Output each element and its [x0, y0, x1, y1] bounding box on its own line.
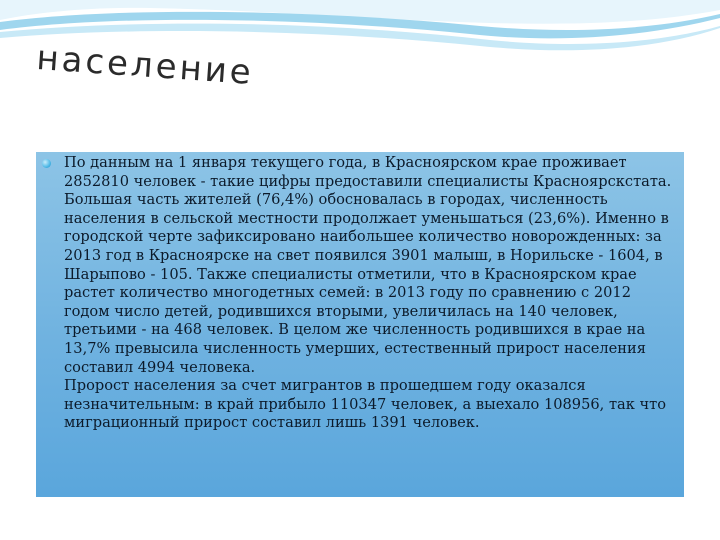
- slide-title: население: [35, 38, 256, 94]
- slide-body-text: По данным на 1 января текущего года, в Красноярском крае проживает 2852810 человек - такие цифры предоставили специалисты Красноярскстата. Большая часть жителей (76,4%) обосновалась в городах, численность населения в сельской местности продолжает уменьшаться (23,6%). Именно в городской черте зафиксировано наибольшее количество новорожденных: за 2013 год в Красноярске на свет появился 3901 малыш, в Норильске - 1604, в Шарыпово - 105. Также специалисты отметили, что в Красноярском крае растет количество многодетных семей: в 2013 году по сравнению с 2012 годом число детей, родившихся вторыми, увеличилась на 140 человек, третьими - на 468 человек. В целом же численность родившихся в крае на 13,7% превысила численность умерших, естественный прирост населения составил 4994 человека. Пророст населения за счет мигрантов в прошедшем году оказался незначительным: в край прибыло 110347 человек, а выехало 108956, так что миграционный прирост составил лишь 1391 человек.: [64, 154, 672, 432]
- bullet-icon: [42, 159, 51, 168]
- content-panel: [36, 152, 684, 497]
